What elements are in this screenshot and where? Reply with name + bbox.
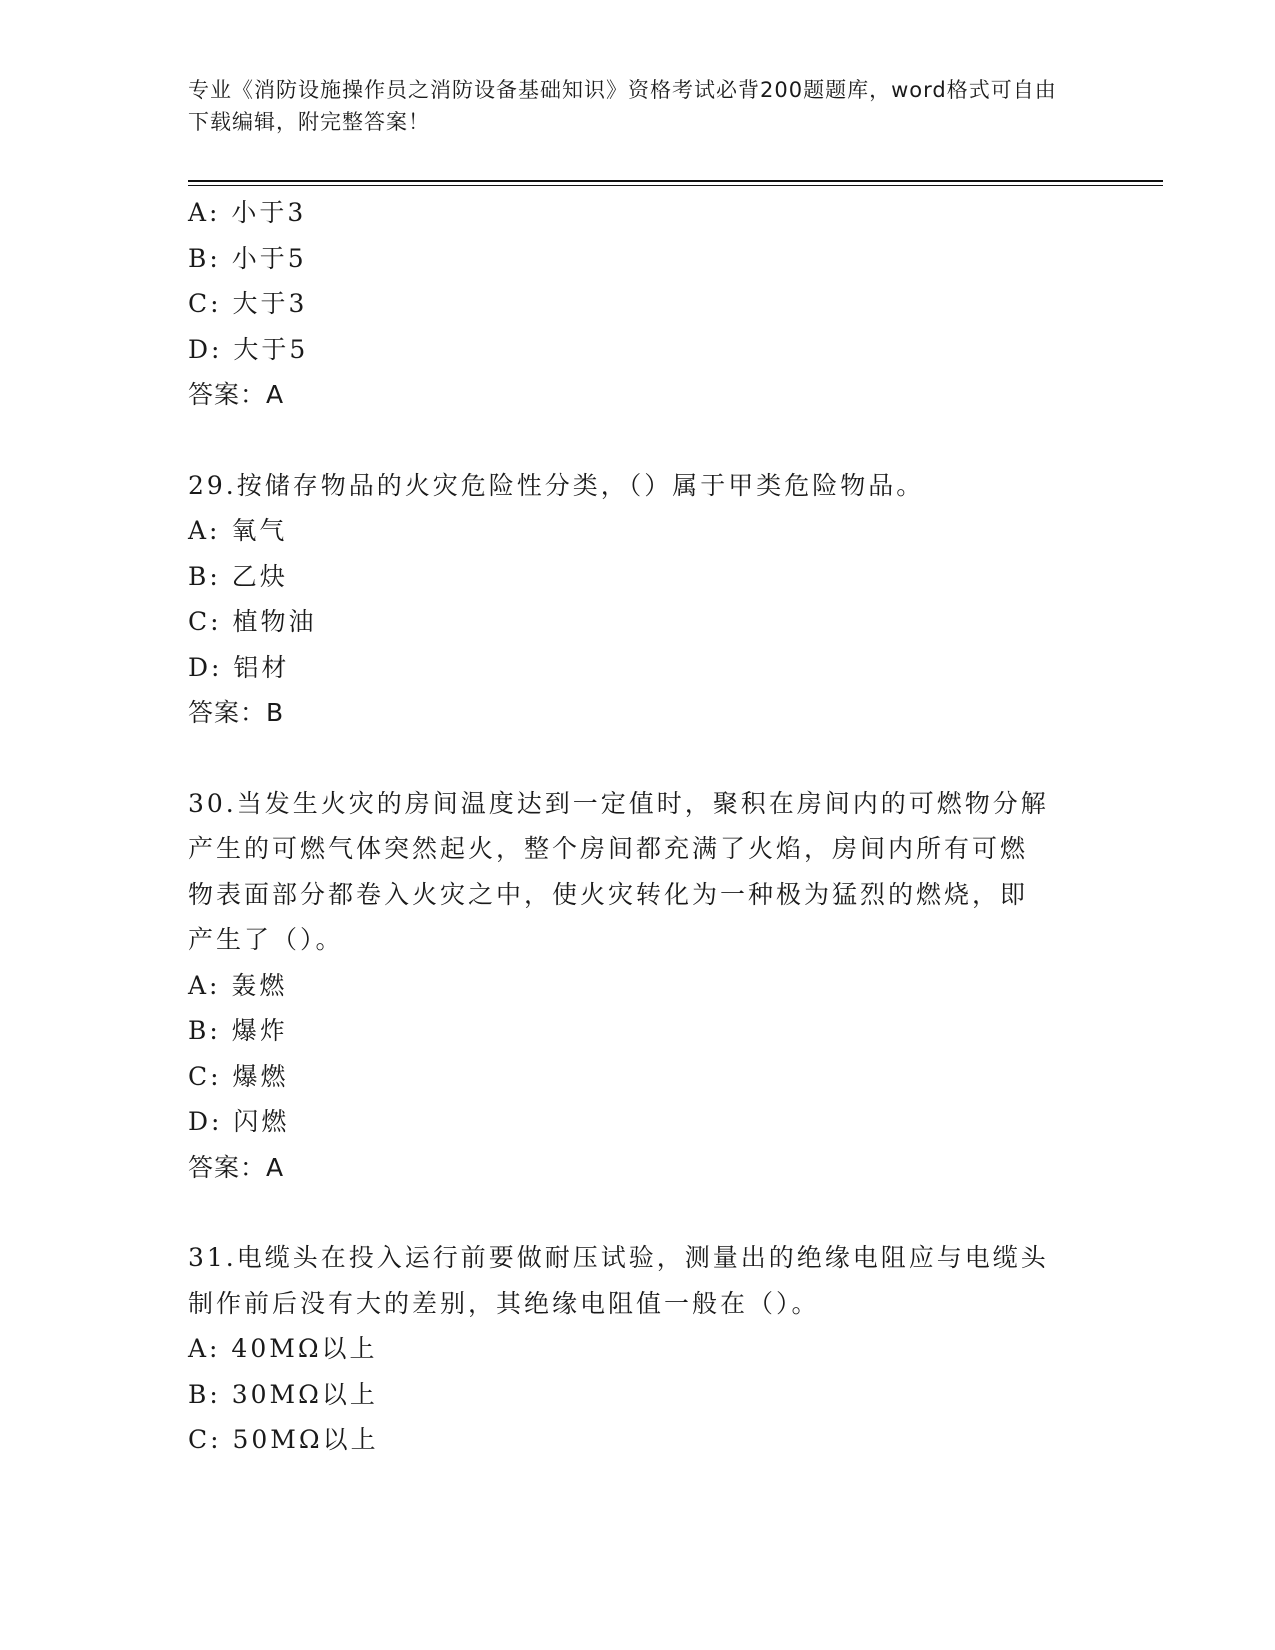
answer-line: 答案：A: [188, 380, 285, 409]
option-c: C: 50MΩ以上: [188, 1425, 379, 1454]
option-c: C: 植物油: [188, 607, 317, 636]
option-d: D: 大于5: [188, 334, 309, 364]
question-30: [188, 781, 1088, 1191]
option-b: B: 爆炸: [188, 1016, 288, 1045]
question-28-fragment: [188, 190, 1088, 418]
header-divider-thin: [188, 185, 1163, 186]
option-a: A: 氧气: [188, 516, 288, 545]
question-29: [188, 463, 1088, 736]
answer-line: 答案：A: [188, 1152, 285, 1182]
option-a: A: 小于3: [188, 198, 307, 227]
header-divider-thick: [188, 180, 1163, 182]
document-header: 专业《消防设施操作员之消防设备基础知识》资格考试必背200题题库，word格式可自由下载编辑，附完整答案！: [188, 78, 1057, 134]
option-c: C: 大于3: [188, 289, 308, 318]
question-text: 29.按储存物品的火灾危险性分类，（）属于甲类危险物品。: [188, 470, 925, 500]
option-d: D: 闪燃: [188, 1107, 290, 1136]
question-31: [188, 1235, 1088, 1463]
question-text: 30.当发生火灾的房间温度达到一定值时，聚积在房间内的可燃物分解 产生的可燃气体突然起火，整个房间都充满了火焰，房间内所有可燃 物表面部分都卷入火灾之中，使火灾转化为一种极为猛烈的燃烧，即 产生了（）。: [188, 788, 1049, 954]
option-b: B: 小于5: [188, 243, 307, 273]
option-a: A: 40MΩ以上: [188, 1334, 378, 1363]
answer-line: 答案：B: [188, 698, 285, 727]
option-a: A: 轰燃: [188, 970, 288, 1000]
document-body: [188, 190, 1088, 1463]
option-b: B: 乙炔: [188, 561, 288, 591]
option-c: C: 爆燃: [188, 1061, 289, 1091]
question-text: 31.电缆头在投入运行前要做耐压试验，测量出的绝缘电阻应与电缆头 制作前后没有大的差别，其绝缘电阻值一般在（）。: [188, 1243, 1049, 1318]
option-b: B: 30MΩ以上: [188, 1379, 378, 1409]
option-d: D: 铝材: [188, 652, 290, 682]
